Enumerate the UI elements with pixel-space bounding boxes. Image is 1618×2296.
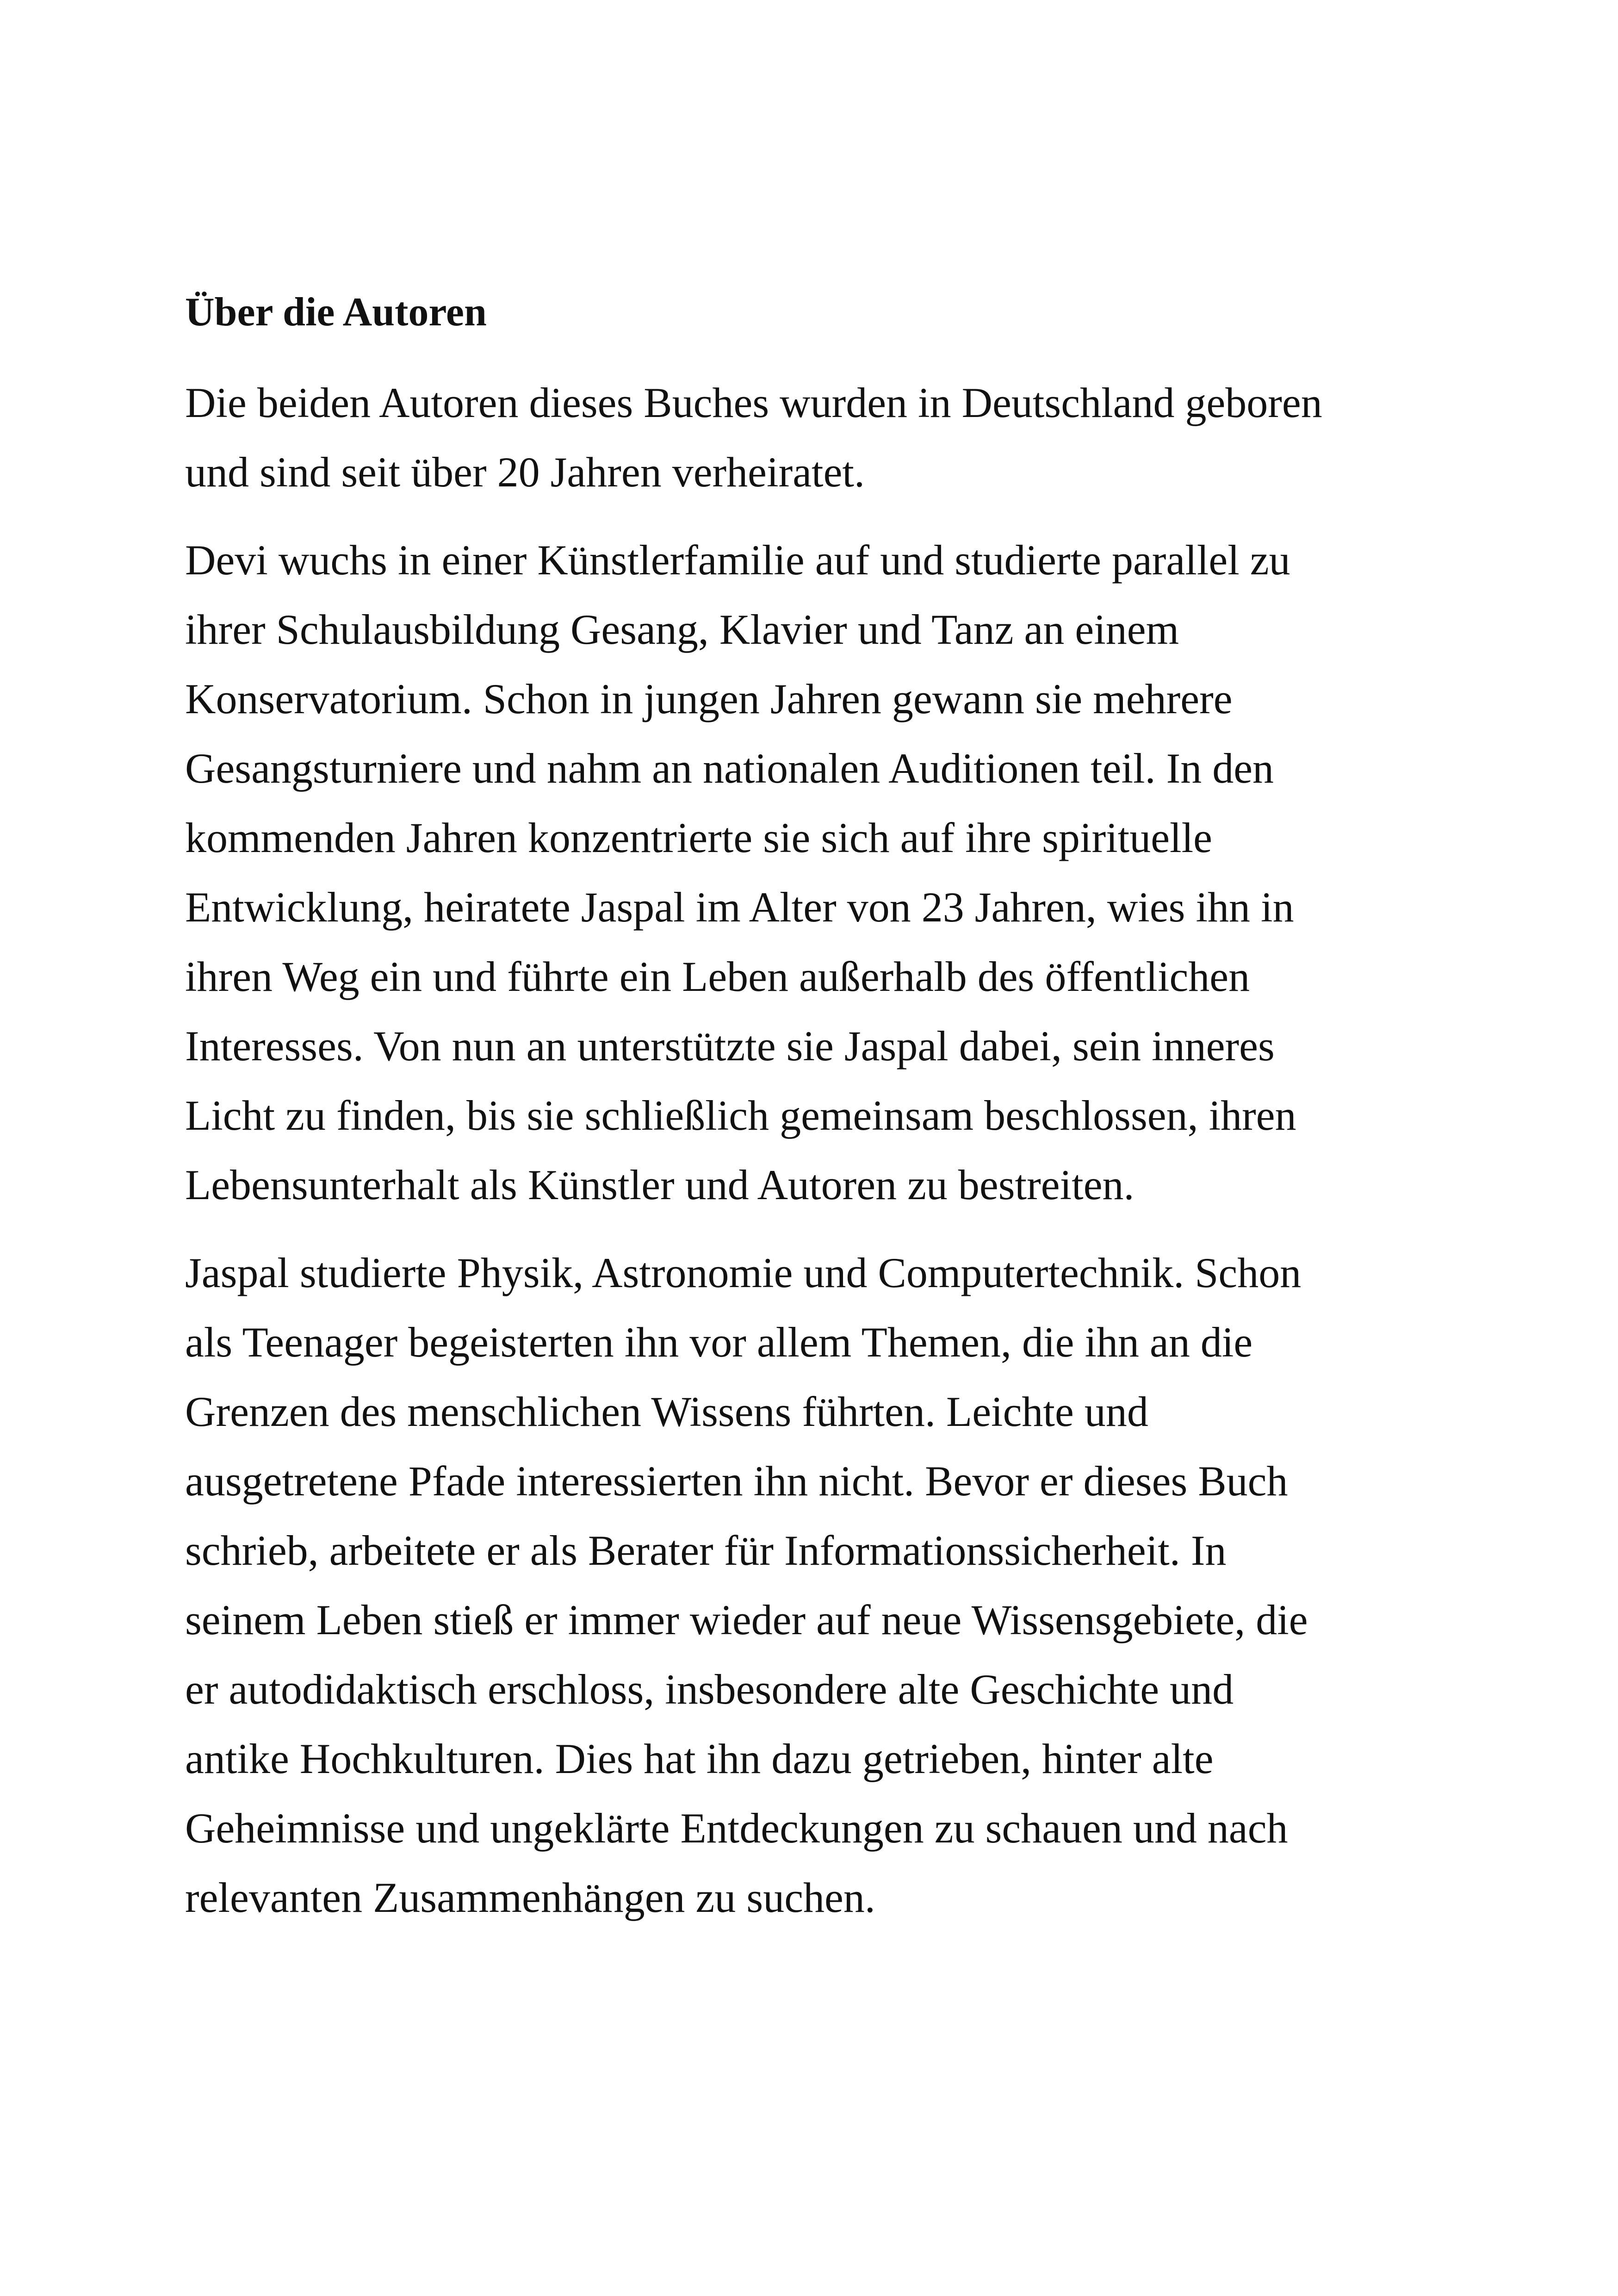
text-line: Lebensunterhalt als Künstler und Autoren zu bestreiten. <box>185 1161 1134 1208</box>
text-line: Geheimnisse und ungeklärte Entdeckungen zu schauen und nach <box>185 1804 1288 1852</box>
text-line: Interesses. Von nun an unterstützte sie Jaspal dabei, sein inneres <box>185 1022 1275 1070</box>
text-line: ihrer Schulausbildung Gesang, Klavier und Tanz an einem <box>185 606 1179 653</box>
text-line: relevanten Zusammenhängen zu suchen. <box>185 1874 875 1921</box>
text-line: Die beiden Autoren dieses Buches wurden in Deutschland geboren <box>185 379 1322 426</box>
text-line: Devi wuchs in einer Künstlerfamilie auf und studierte parallel zu <box>185 536 1290 584</box>
paragraph-gap <box>185 1220 1462 1238</box>
text-line: ausgetretene Pfade interessierten ihn nicht. Bevor er dieses Buch <box>185 1457 1288 1505</box>
paragraph-gap <box>185 507 1462 525</box>
text-line: er autodidaktisch erschloss, insbesondere alte Geschichte und <box>185 1666 1234 1713</box>
paragraph-jaspal <box>185 1238 1462 1932</box>
text-line: und sind seit über 20 Jahren verheiratet. <box>185 448 865 496</box>
text-line: Licht zu finden, bis sie schließlich gemeinsam beschlossen, ihren <box>185 1092 1296 1139</box>
text-line: Jaspal studierte Physik, Astronomie und Computertechnik. Schon <box>185 1249 1302 1296</box>
text-line: Grenzen des menschlichen Wissens führten. Leichte und <box>185 1388 1148 1435</box>
paragraph-devi <box>185 525 1462 1220</box>
text-line: schrieb, arbeitete er als Berater für Informationssicherheit. In <box>185 1527 1227 1574</box>
text-line: Entwicklung, heiratete Jaspal im Alter von 23 Jahren, wies ihn in <box>185 884 1294 931</box>
section-heading: Über die Autoren <box>185 290 487 335</box>
text-line: Gesangsturniere und nahm an nationalen Auditionen teil. In den <box>185 745 1274 792</box>
text-line: Konservatorium. Schon in jungen Jahren gewann sie mehrere <box>185 675 1233 722</box>
text-line: als Teenager begeisterten ihn vor allem Themen, die ihn an die <box>185 1319 1253 1366</box>
text-line: ihren Weg ein und führte ein Leben außerhalb des öffentlichen <box>185 953 1250 1000</box>
text-line: kommenden Jahren konzentrierte sie sich auf ihre spirituelle <box>185 814 1212 861</box>
paragraph-intro <box>185 368 1462 507</box>
document-body <box>185 285 1462 1932</box>
text-line: seinem Leben stieß er immer wieder auf neue Wissensgebiete, die <box>185 1596 1308 1643</box>
text-line: antike Hochkulturen. Dies hat ihn dazu getrieben, hinter alte <box>185 1735 1214 1782</box>
